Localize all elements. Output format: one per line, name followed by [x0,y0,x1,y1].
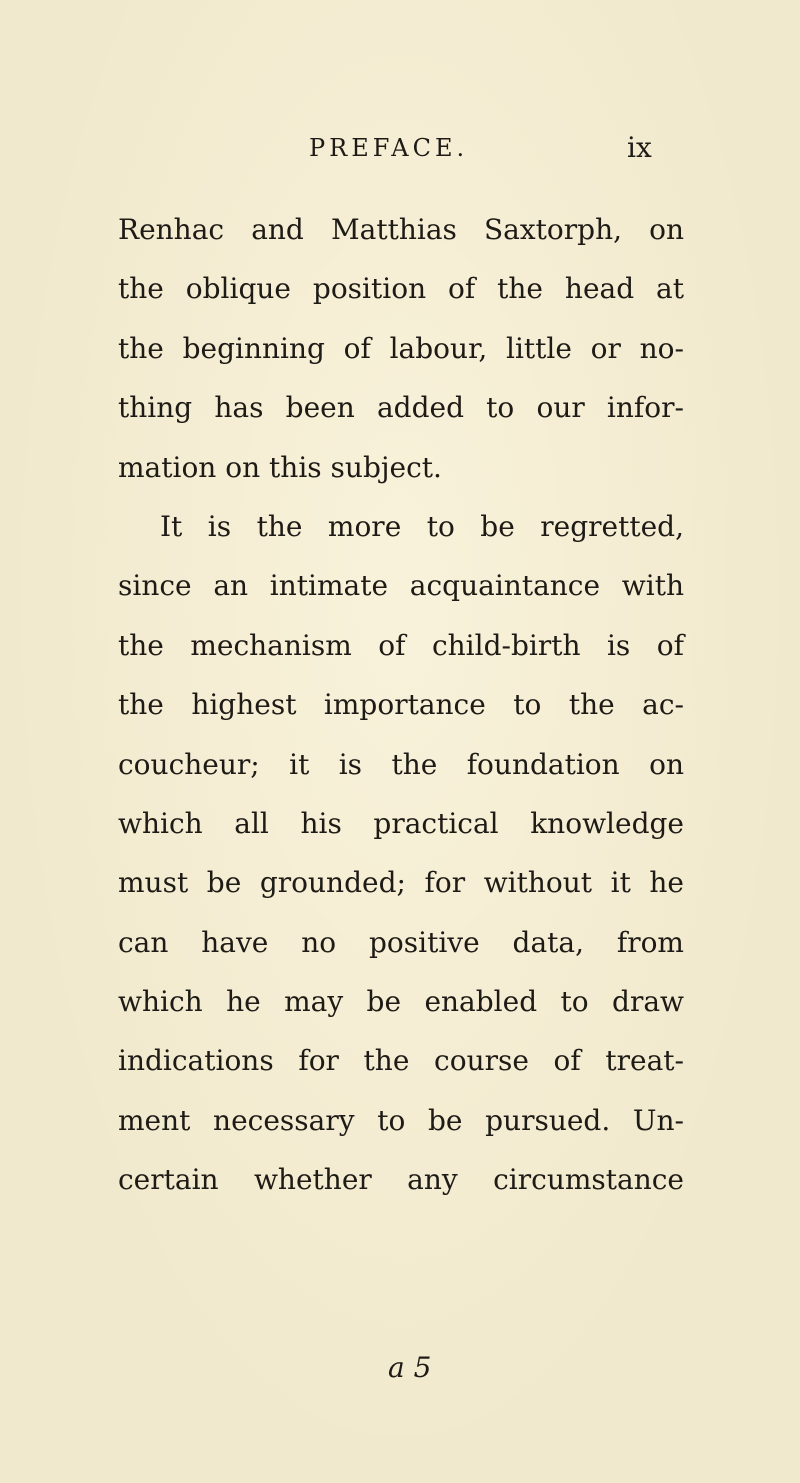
text-line: It is the more to be regretted, [160,509,684,543]
text-line: which he may be enabled to draw [118,985,684,1019]
text-line: thing has been added to our infor- [118,391,684,425]
text-line: mation on this subject. [118,450,442,484]
text-line: Renhac and Matthias Saxtorph, on [118,213,684,246]
text-line: which all his practical knowledge [118,806,684,840]
page-number: ix [627,131,652,164]
text-line: indications for the course of treat- [118,1044,684,1078]
text-line: the oblique position of the head at [118,272,684,306]
text-line: ment necessary to be pursued. Un- [118,1103,684,1137]
text-line: must be grounded; for without it he [118,866,684,900]
text-line: can have no positive data, from [118,925,684,959]
running-head: PREFACE. [309,134,469,162]
text-line: the beginning of labour, little or no- [118,331,684,365]
signature-mark: a 5 [388,1351,432,1384]
text-line: since an intimate acquaintance with [118,569,684,603]
text-line: certain whether any circumstance [118,1163,684,1197]
text-line: coucheur; it is the foundation on [118,747,684,781]
body-text [118,200,684,1210]
text-line: the highest importance to the ac- [118,688,684,722]
text-line: the mechanism of child-birth is of [118,628,684,662]
page-header [0,128,800,168]
